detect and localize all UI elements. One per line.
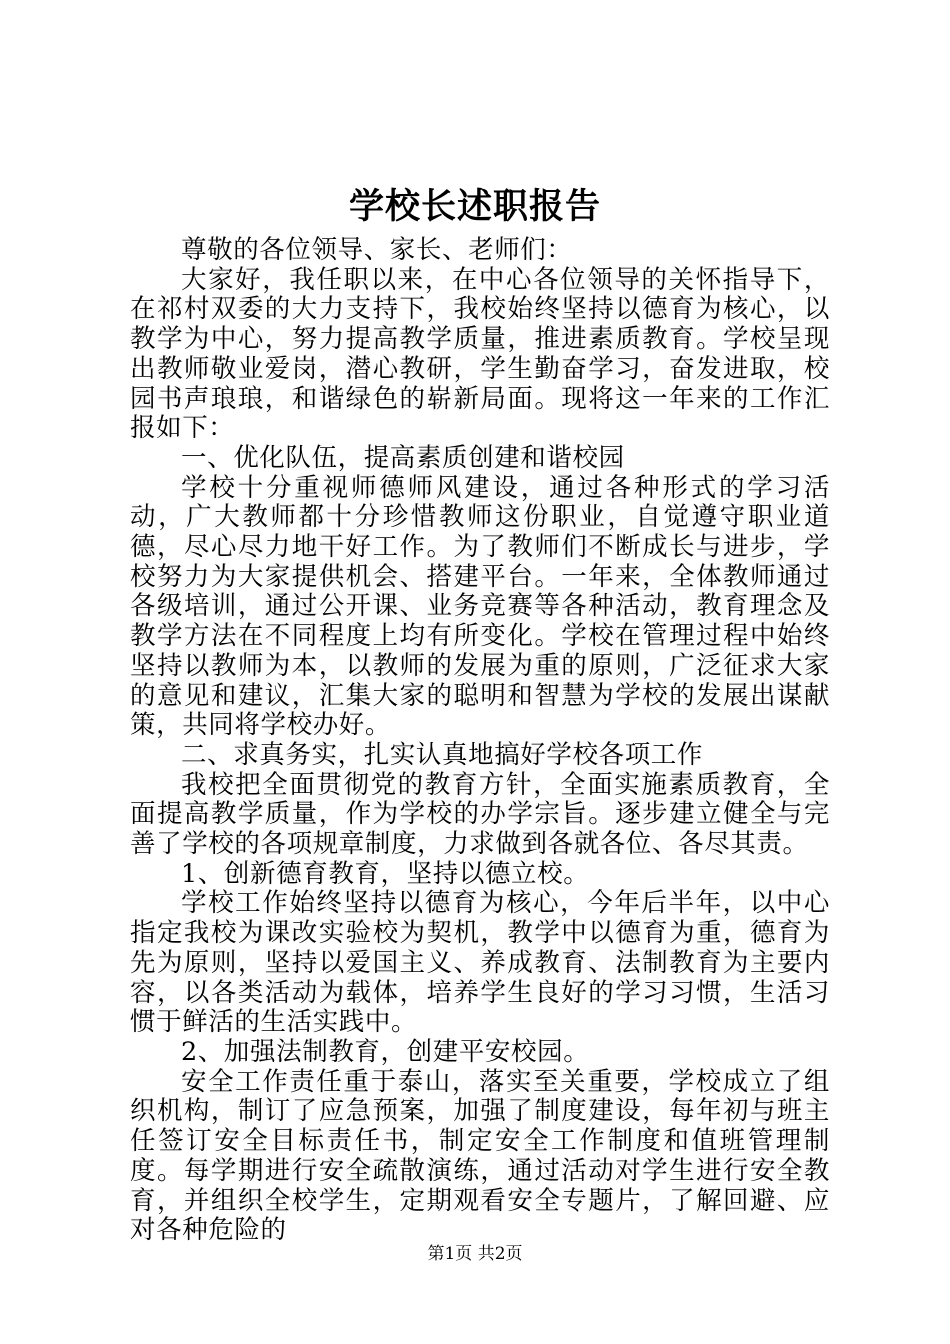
body-paragraph: 安全工作责任重于泰山，落实至关重要，学校成立了组织机构，制订了应急预案，加强了制度建设，每年初与班主任签订安全目标责任书，制定安全工作制度和值班管理制度。每学期进行安全疏散演练，通过活动对学生进行安全教育，并组织全校学生，定期观看安全专题片，了解回避、应对各种危险的 [130, 1066, 830, 1246]
salutation-paragraph: 尊敬的各位领导、家长、老师们： [181, 235, 573, 265]
document-body [130, 236, 830, 1246]
subsection-heading-2: 2、加强法制教育，创建平安校园。 [181, 1036, 590, 1067]
section-heading-2: 二、求真务实，扎实认真地搞好学校各项工作 [181, 739, 704, 770]
body-paragraph: 我校把全面贯彻党的教育方针，全面实施素质教育，全面提高教学质量，作为学校的办学宗旨。逐步建立健全与完善了学校的各项规章制度，力求做到各就各位、各尽其责。 [130, 769, 830, 860]
section-heading-1: 一、优化队伍，提高素质创建和谐校园 [181, 442, 625, 473]
body-paragraph: 学校十分重视师德师风建设，通过各种形式的学习活动，广大教师都十分珍惜教师这份职业，自觉遵守职业道德，尽心尽力地干好工作。为了教师们不断成长与进步，学校努力为大家提供机会、搭建平台。一年来，全体教师通过各级培训，通过公开课、业务竞赛等各种活动，教育理念及教学方法在不同程度上均有所变化。学校在管理过程中始终坚持以教师为本，以教师的发展为重的原则，广泛征求大家的意见和建议，汇集大家的聪明和智慧为学校的发展出谋献策，共同将学校办好。 [130, 472, 830, 741]
document-title: 学校长述职报告 [348, 186, 601, 227]
body-paragraph: 学校工作始终坚持以德育为核心，今年后半年，以中心指定我校为课改实验校为契机，教学中以德育为重，德育为先为原则，坚持以爱国主义、养成教育、法制教育为主要内容，以各类活动为载体，培养学生良好的学习习惯，生活习惯于鲜活的生活实践中。 [130, 888, 830, 1038]
page-footer: 第1页 共2页 [427, 1244, 523, 1264]
intro-paragraph: 大家好，我任职以来，在中心各位领导的关怀指导下，在祁村双委的大力支持下，我校始终坚持以德育为核心，以教学为中心，努力提高教学质量，推进素质教育。学校呈现出教师敬业爱岗，潜心教研，学生勤奋学习，奋发进取，校园书声琅琅，和谐绿色的崭新局面。现将这一年来的工作汇报如下： [130, 264, 830, 444]
subsection-heading-1: 1、创新德育教育，坚持以德立校。 [181, 858, 590, 889]
